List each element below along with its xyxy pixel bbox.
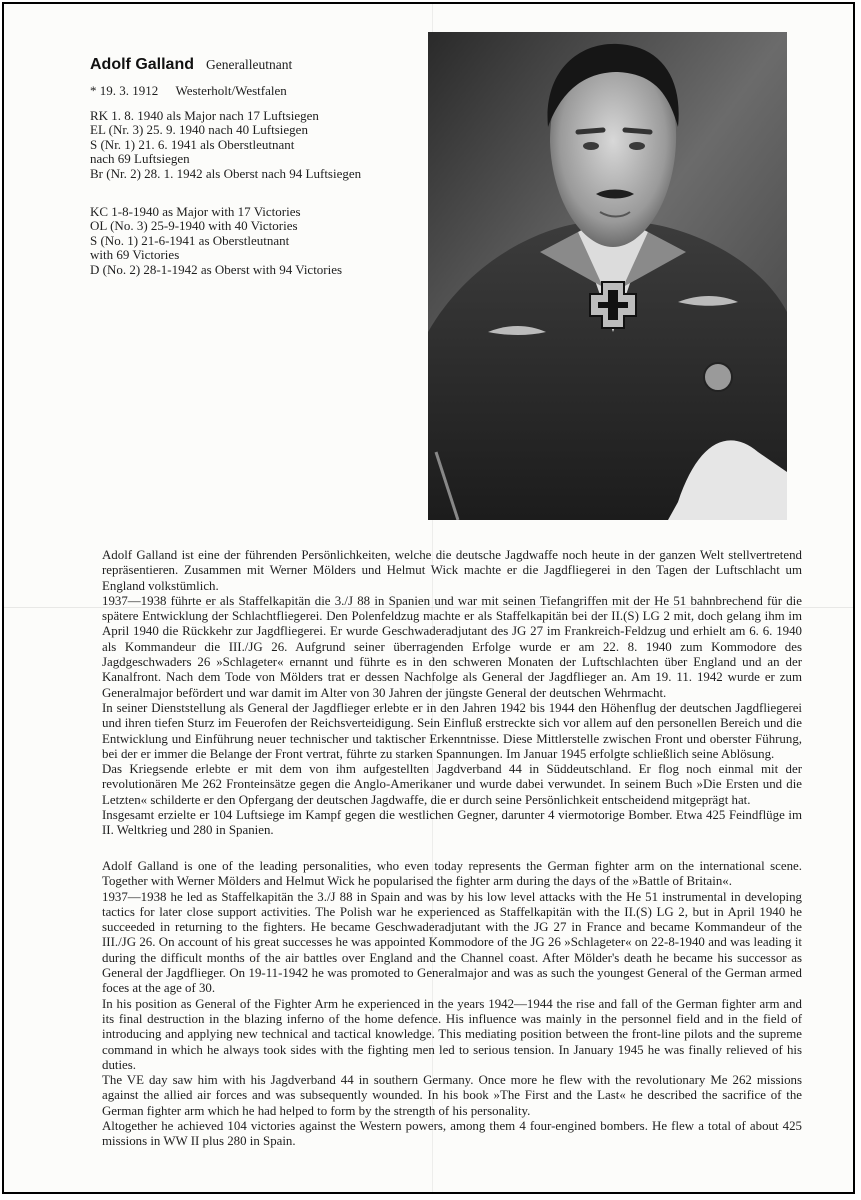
award-line-de: EL (Nr. 3) 25. 9. 1940 nach 40 Luftsiegen xyxy=(90,122,308,138)
paragraph-en: 1937—1938 he led as Staffelkapitän the 3./J 88 in Spain and was by his low level attacks with the He 51 instrumental in developing tactics for later close support activities. The Polish war he experienced as Staffelkapitän with the II.(S) LG 2, but in April 1940 he succeeded in returning to the fighters. He became Geschwaderadjutant with the JG 27 in France and became Kommandeur of the III./JG 26. On account of his great successes he was appointed Kommodore of the JG 26 »Schlageter« on 22-8-1940 and was leading it during the difficult months of the air battles over England and the Channel coast. After Mölder's death he became his successor as General der Jagdflieger. On 19-11-1942 he was promoted to Generalmajor and was as such the youngest General of the German armed foces at the age of 30. xyxy=(102,889,802,996)
person-name: Adolf Galland xyxy=(90,56,194,73)
paragraph-de: Insgesamt erzielte er 104 Luftsiege im Kampf gegen die westlichen Gegner, darunter 4 viermotorige Bomber. Etwa 425 Feindflüge im II. Weltkrieg und 280 in Spanien. xyxy=(102,808,802,838)
paragraph-de: In seiner Dienststellung als General der Jagdflieger erlebte er in den Jahren 1942 bis 1944 den Höhenflug der deutschen Jagdfliegerei und ihren tiefen Sturz im Feuerofen der Reichsverteidigung. Sein Einfluß erstreckte sich vor allem auf den personellen Bereich und die Entwicklung und Einführung neuer technischer und taktischer Erkenntnisse. Diese Mittlerstelle zwischen Front und oberster Führung, bei der er immer die Belange der Front vertrat, führte zu starken Spannungen. Im Januar 1945 erfolgte schließlich seine Ablösung. xyxy=(102,700,802,761)
award-line-de: nach 69 Luftsiegen xyxy=(90,151,190,167)
portrait-illustration xyxy=(428,32,787,520)
award-line-en: with 69 Victories xyxy=(90,247,180,263)
birth-date: * 19. 3. 1912 xyxy=(90,83,159,98)
award-line-en: KC 1-8-1940 as Major with 17 Victories xyxy=(90,204,301,220)
person-rank: Generalleutnant xyxy=(206,57,293,72)
birth-place: Westerholt/Westfalen xyxy=(175,83,287,98)
award-line-de: S (Nr. 1) 21. 6. 1941 als Oberstleutnant xyxy=(90,136,295,152)
biography-german xyxy=(102,548,802,839)
award-line-en: OL (No. 3) 25-9-1940 with 40 Victories xyxy=(90,218,298,234)
paragraph-en: Altogether he achieved 104 victories against the Western powers, among them 4 four-engined bombers. He flew a total of about 425 missions in WW II plus 280 in Spain. xyxy=(102,1119,802,1149)
award-line-de: RK 1. 8. 1940 als Major nach 17 Luftsiegen xyxy=(90,108,319,123)
award-line-en: S (No. 1) 21-6-1941 as Oberstleutnant xyxy=(90,232,290,248)
portrait-photo xyxy=(428,32,787,520)
paragraph-de: Adolf Galland ist eine der führenden Persönlichkeiten, welche die deutsche Jagdwaffe noch heute in der ganzen Welt stellvertretend repräsentieren. Zusammen mit Werner Mölders und Helmut Wick machte er die Jagdfliegerei in den Tagen der Luftschlacht um England volkstümlich. xyxy=(102,548,802,593)
paragraph-en: The VE day saw him with his Jagdverband 44 in southern Germany. Once more he flew with the revolutionary Me 262 missions against the allied air forces and was subsequently wounded. In his book »The First and the Last« he described the sacrifice of the German fighter arm which he had helped to form by the strength of his personality. xyxy=(102,1073,802,1118)
award-line-de: Br (Nr. 2) 28. 1. 1942 als Oberst nach 94 Luftsiegen xyxy=(90,165,362,181)
paragraph-en: In his position as General of the Fighter Arm he experienced in the years 1942—1944 the rise and fall of the German fighter arm and its final destruction in the blazing inferno of the home defence. His influence was mainly in the personnel field and in the field of introducing and applying new technical and tactical knowledge. This mediating position between the front-line pilots and the supreme command in which he always took sides with the fighting men led to serious tension. In January 1945 he was finally relieved of his duties. xyxy=(102,996,802,1072)
paragraph-de: 1937—1938 führte er als Staffelkapitän die 3./J 88 in Spanien und war mit seinen Tiefangriffen mit der He 51 bahnbrechend für die spätere Entwicklung der Schlachtfliegerei. Den Polenfeldzug machte er als Staffelkapitän bei der II.(S) LG 2 mit, doch gelang ihm im April 1940 die Rückkehr zur Jagdfliegerei. Er wurde Geschwaderadjutant des JG 27 im Frankreich-Feldzug und erhielt am 6. 6. 1940 als Kommandeur die III./JG 26. Aufgrund seiner überragenden Erfolge wurde er am 22. 8. 1940 zum Kommodore des Jagdgeschwaders 26 »Schlageter« ernannt und führte es in den schweren Monaten der Luftschlachten über England und an der Kanalfront. Nach dem Tode von Mölders trat er dessen Nachfolge als General der Jagdflieger an. Am 19. 11. 1942 wurde er zum Generalmajor befördert und war damit im Alter von 30 Jahren der jüngste General der deutschen Wehrmacht. xyxy=(102,593,802,700)
document-page xyxy=(2,2,855,1194)
paragraph-en: Adolf Galland is one of the leading personalities, who even today represents the German fighter arm on the international scene. Together with Werner Mölders and Helmut Wick he popularised the fighter arm during the days of the »Battle of Britain«. xyxy=(102,859,802,889)
award-line-en: D (No. 2) 28-1-1942 as Oberst with 94 Victories xyxy=(90,261,343,277)
biography-english xyxy=(102,859,802,1150)
paragraph-de: Das Kriegsende erlebte er mit dem von ihm aufgestellten Jagdverband 44 in Süddeutschland. Er flog noch einmal mit der revolutionären Me 262 Fronteinsätze gegen die Anglo-Amerikaner und wurde dabei verwundet. In seinem Buch »Die Ersten und die Letzten« schilderte er den Opfergang der deutschen Jagdwaffe, die er durch seine Persönlichkeit entscheidend mitgeprägt hat. xyxy=(102,762,802,807)
